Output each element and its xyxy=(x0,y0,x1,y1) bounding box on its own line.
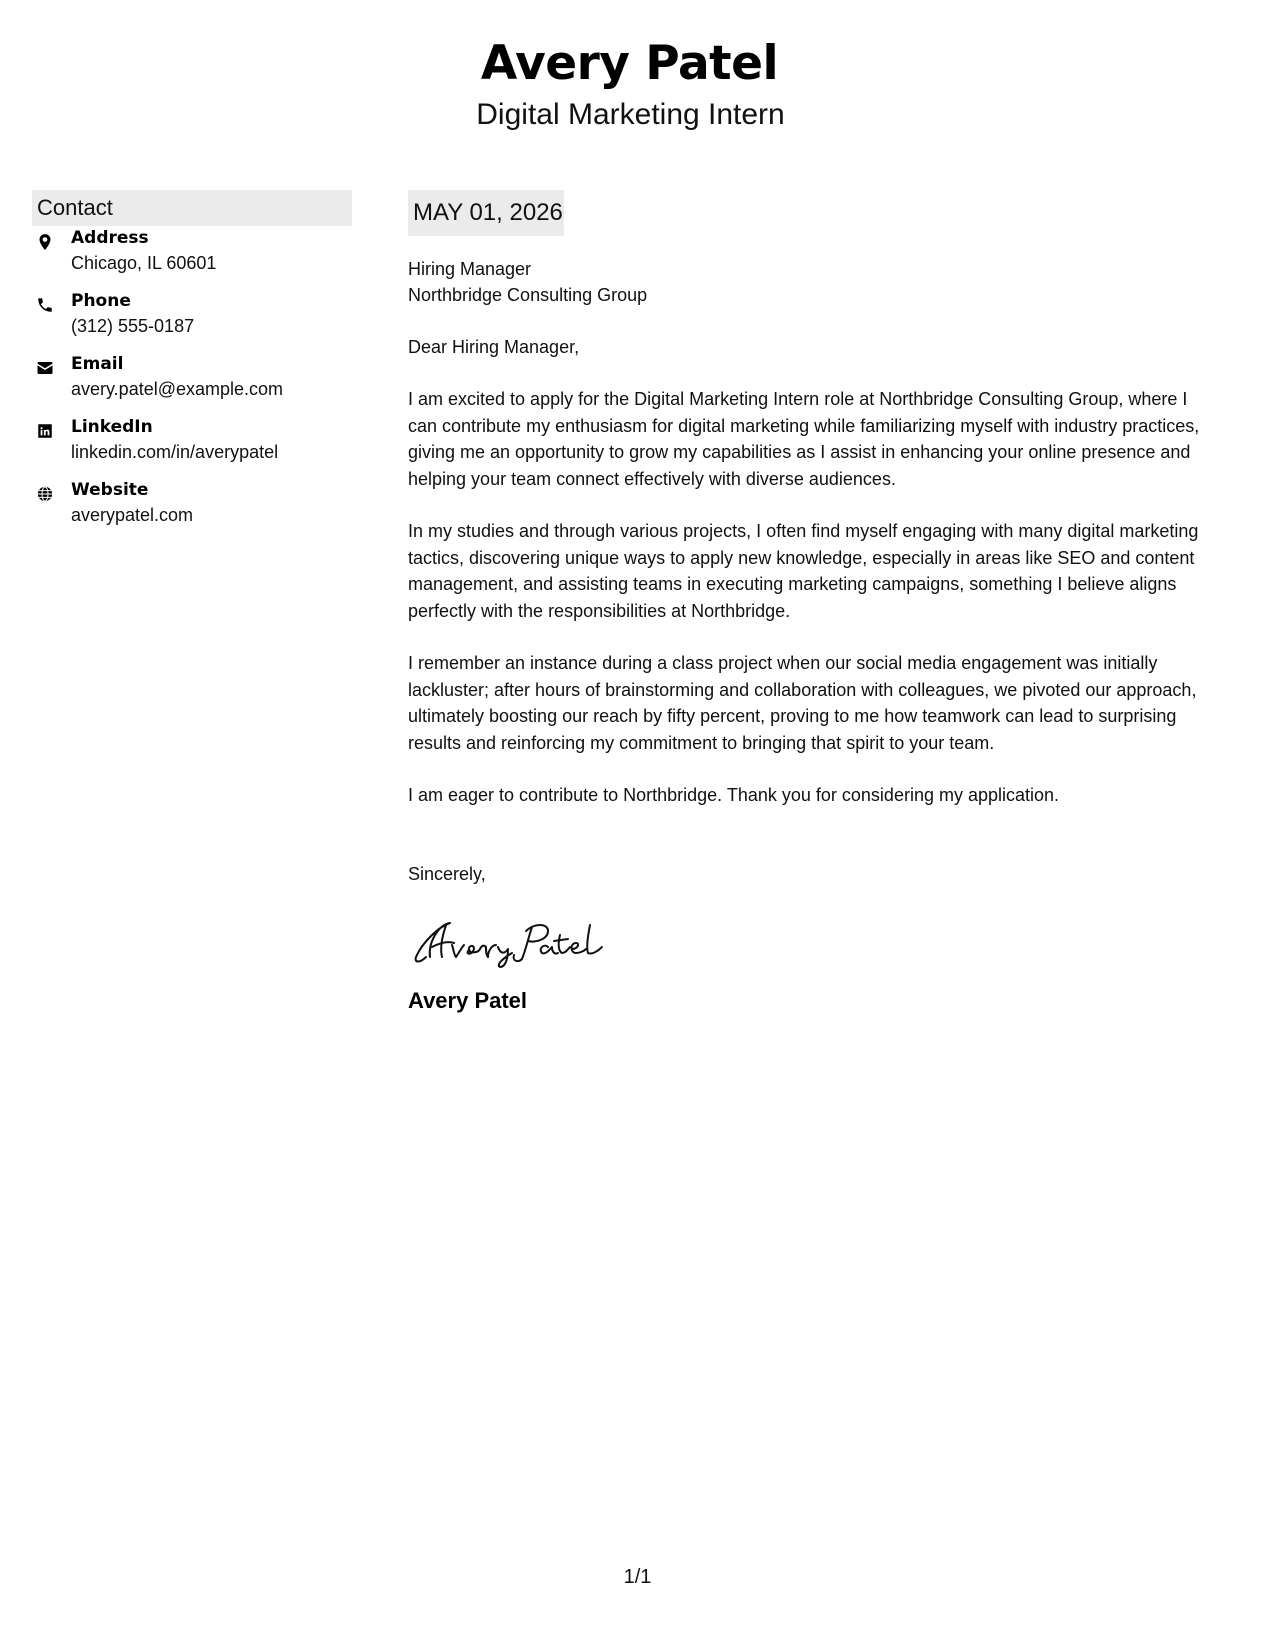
letter-paragraph: In my studies and through various projects, I often find myself engaging with many digital marketing tactics, discovering unique ways to apply new knowledge, especially in areas like SEO and content management, and assisting teams in executing marketing campaigns, something I believe aligns perfectly with the responsibilities at Northbridge. xyxy=(408,521,1199,621)
recipient-title: Hiring Manager xyxy=(408,259,532,279)
letter-header xyxy=(0,30,1275,132)
contact-label: Phone xyxy=(71,291,131,311)
letter-date: MAY 01, 2026 xyxy=(408,190,564,236)
applicant-name: Avery Patel xyxy=(480,36,779,91)
contact-label: Website xyxy=(71,480,149,500)
salutation: Dear Hiring Manager, xyxy=(408,337,580,357)
letter-paragraph: I remember an instance during a class project when our social media engagement was initially lackluster; after hours of brainstorming and collaboration with colleagues, we pivoted our approach, ultimately boosting our reach by fifty percent, proving to me how teamwork can lead to surprising results and reinforcing my commitment to bringing that spirit to your team. xyxy=(408,653,1197,753)
recipient-block xyxy=(408,256,1253,308)
letter-body xyxy=(408,190,1253,1015)
recipient-company: Northbridge Consulting Group xyxy=(408,285,648,305)
handwritten-signature xyxy=(408,913,628,973)
contact-item-phone xyxy=(32,289,352,352)
phone-value: (312) 555-0187 xyxy=(71,316,195,336)
contact-label: Address xyxy=(71,228,149,248)
contact-label: LinkedIn xyxy=(71,417,153,437)
contact-item-website xyxy=(32,478,352,541)
contact-item-linkedin xyxy=(32,415,352,478)
page-number: 1/1 xyxy=(623,1566,652,1588)
signed-name: Avery Patel xyxy=(408,987,528,1013)
contact-section-title: Contact xyxy=(32,190,352,226)
applicant-role: Digital Marketing Intern xyxy=(476,98,785,131)
address-value: Chicago, IL 60601 xyxy=(71,253,217,273)
envelope-icon xyxy=(36,359,54,377)
linkedin-icon xyxy=(36,422,54,440)
website-value: averypatel.com xyxy=(71,505,194,525)
contact-item-email xyxy=(32,352,352,415)
closing: Sincerely, xyxy=(408,863,486,884)
letter-paragraph: I am eager to contribute to Northbridge. Thank you for considering my application. xyxy=(408,785,1060,805)
email-value: avery.patel@example.com xyxy=(71,379,284,399)
phone-icon xyxy=(36,296,54,314)
letter-paragraph: I am excited to apply for the Digital Marketing Intern role at Northbridge Consulting Group, where I can contribute my enthusiasm for digital marketing while familiarizing myself with industry practices, giving me an opportunity to grow my capabilities as I assist in enhancing your online presence and helping your team connect effectively with diverse audiences. xyxy=(408,389,1200,489)
contact-item-address xyxy=(32,226,352,289)
linkedin-value: linkedin.com/in/averypatel xyxy=(71,442,279,462)
contact-label: Email xyxy=(71,354,124,374)
map-pin-icon xyxy=(36,233,54,251)
contact-sidebar xyxy=(32,190,352,541)
globe-icon xyxy=(36,485,54,503)
